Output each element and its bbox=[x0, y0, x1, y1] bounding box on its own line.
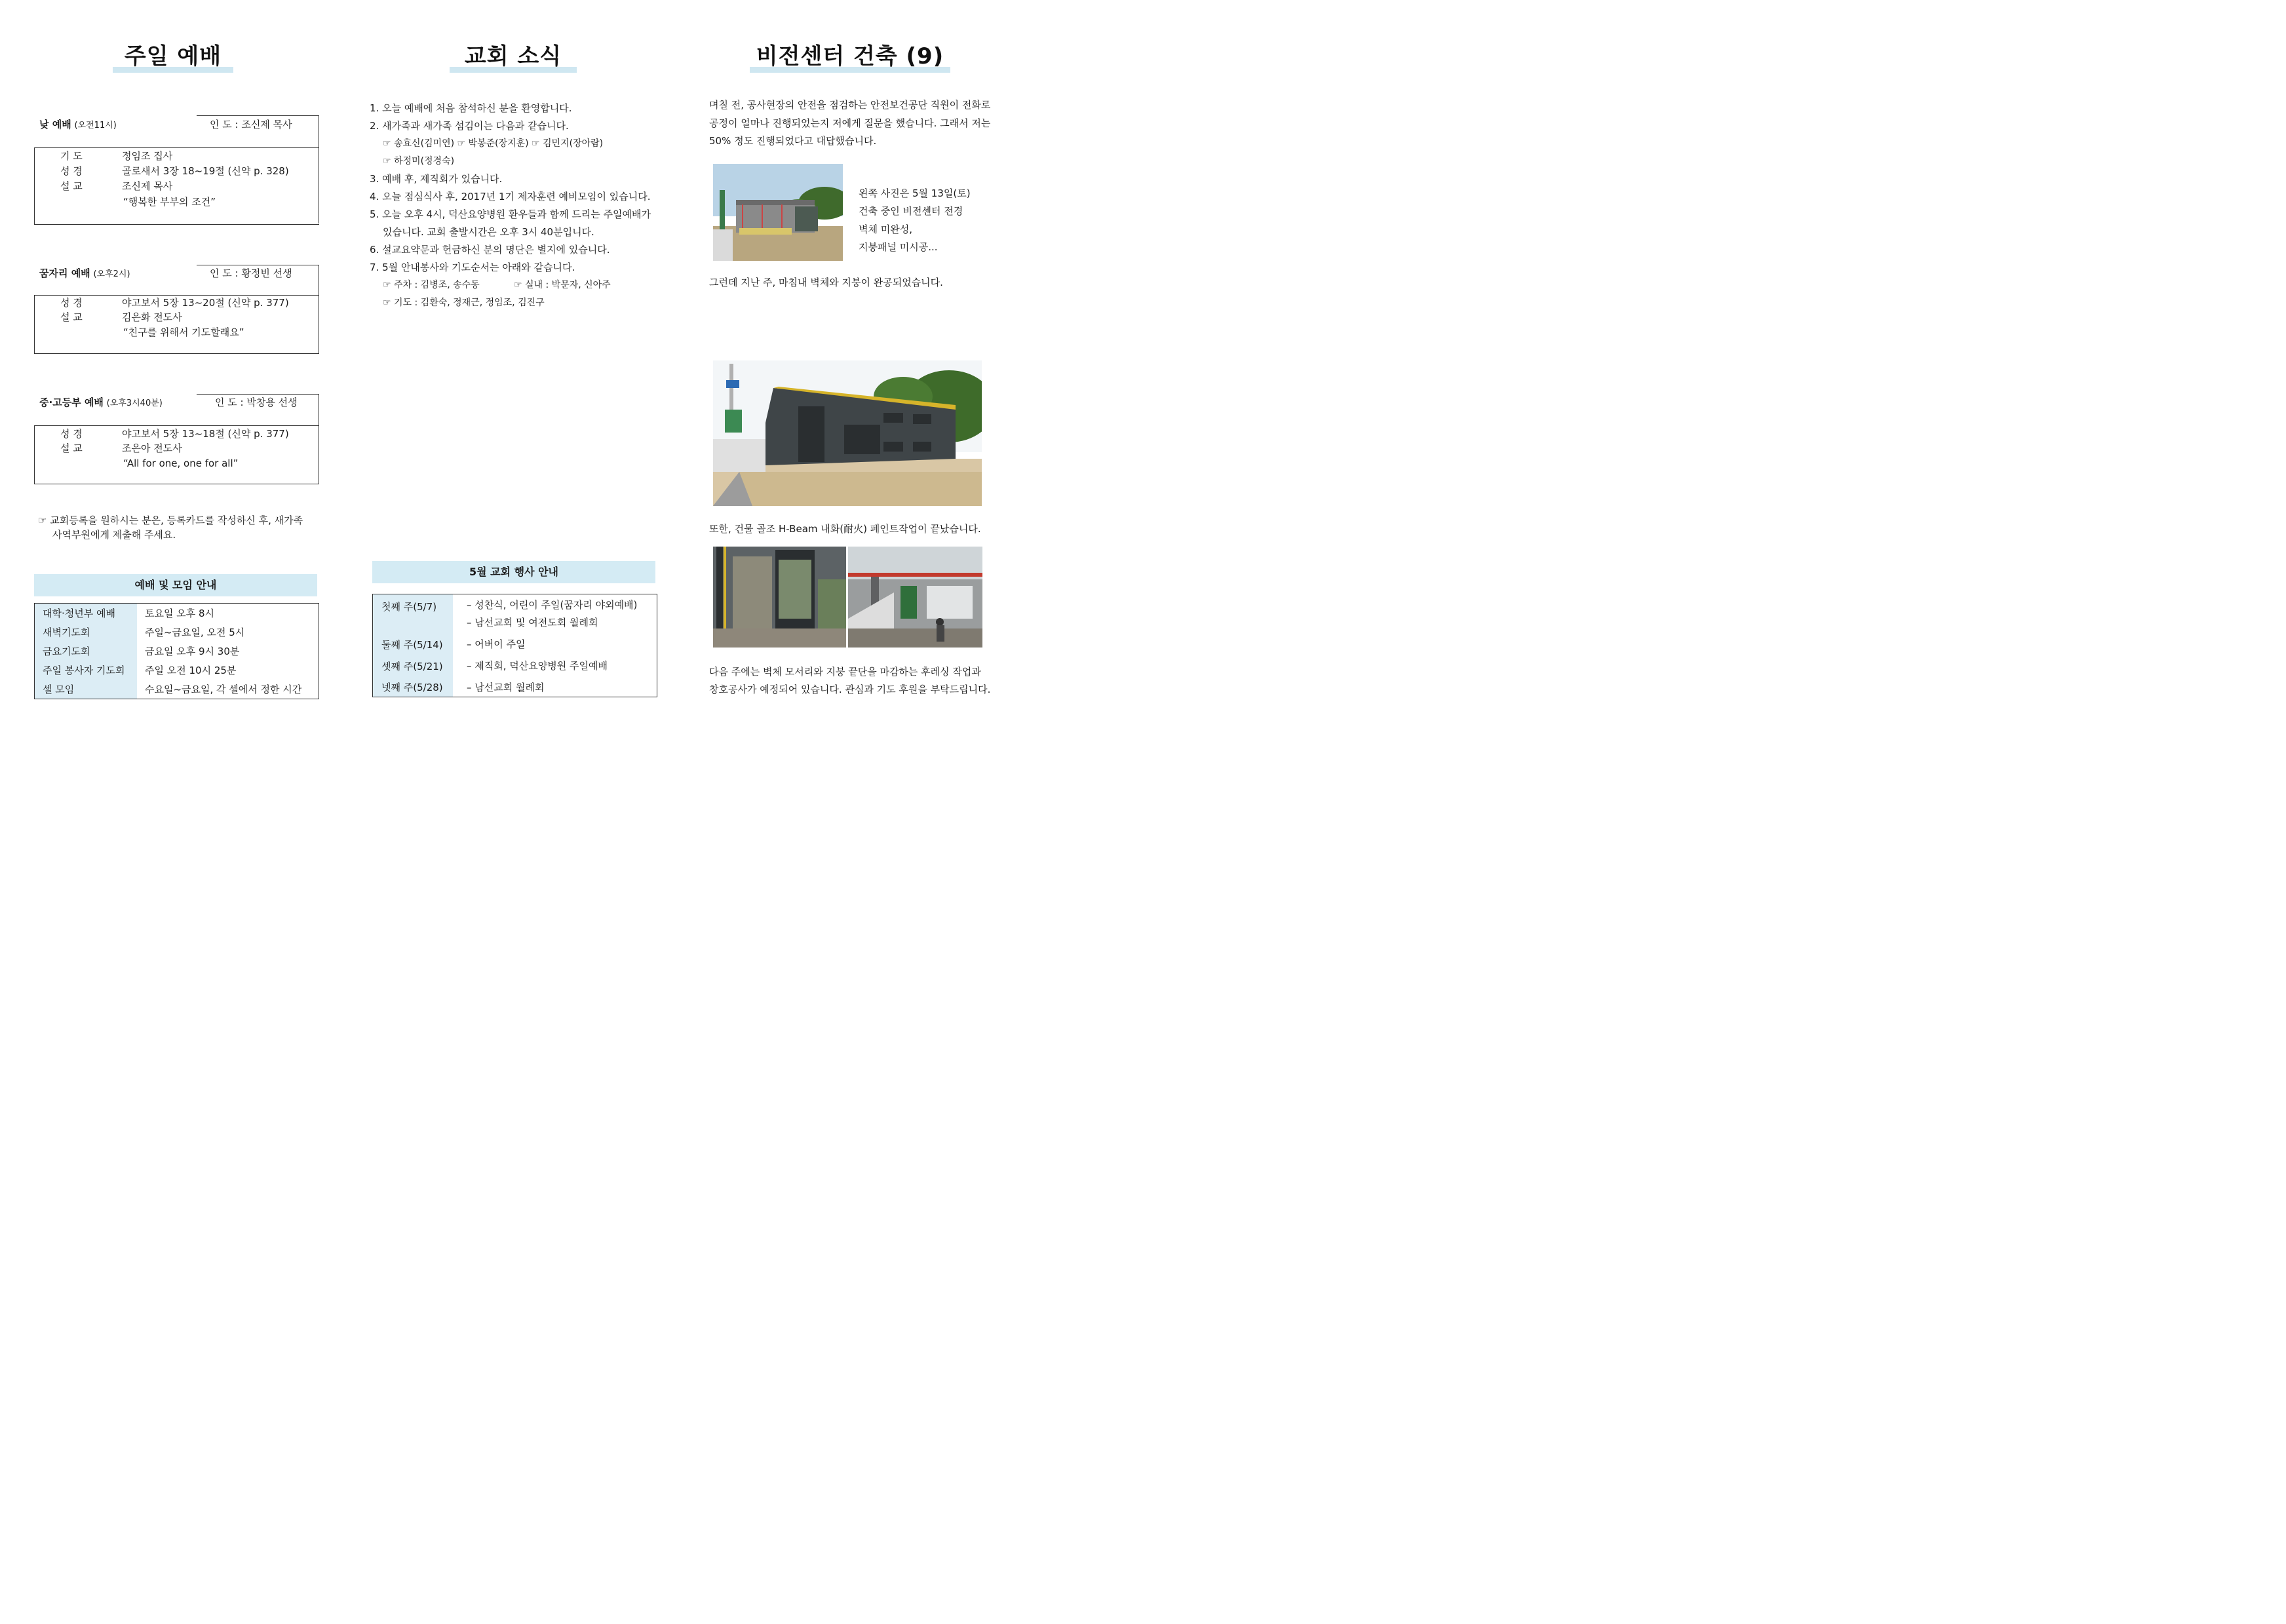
row-label: 기 도 bbox=[60, 150, 83, 162]
paragraph: 며칠 전, 공사현장의 안전을 점검하는 안전보건공단 직원이 전화로 bbox=[709, 99, 991, 111]
news-subitem: ☞ 기도 : 김환숙, 정재근, 정임조, 김진구 bbox=[383, 298, 545, 308]
construction-photo-may13 bbox=[713, 164, 843, 261]
news-subitem: ☞ 송효신(김미연) ☞ 박봉준(장지훈) ☞ 김민지(장아람) bbox=[383, 138, 604, 149]
paragraph: 그런데 지난 주, 마침내 벽체와 지붕이 완공되었습니다. bbox=[709, 277, 943, 288]
photo-caption: 벽체 미완성, bbox=[859, 223, 912, 235]
schedule-table bbox=[34, 603, 319, 699]
news-item: 7. 5월 안내봉사와 기도순서는 아래와 같습니다. bbox=[370, 261, 575, 273]
photo-caption: 건축 중인 비전센터 전경 bbox=[859, 205, 963, 217]
news-subitem: ☞ 주차 : 김병조, 송수동 bbox=[383, 280, 480, 290]
table-cell-label: 대학·청년부 예배 bbox=[35, 604, 138, 623]
table-cell-label: 주일 봉사자 기도회 bbox=[35, 661, 138, 680]
paragraph: 50% 정도 진행되었다고 대답했습니다. bbox=[709, 135, 877, 147]
news-subitem: ☞ 하정미(정경숙) bbox=[383, 156, 455, 166]
interior-stairs-photo bbox=[848, 547, 982, 648]
table-row bbox=[35, 680, 319, 699]
service-heading: 낮 예배 (오전11시) bbox=[39, 119, 117, 130]
paragraph: 창호공사가 예정되어 있습니다. 관심과 기도 후원을 부탁드립니다. bbox=[709, 684, 991, 695]
event-week: 둘째 주(5/14) bbox=[381, 639, 443, 651]
page-title-worship: 주일 예배 bbox=[124, 43, 222, 69]
news-item: 2. 새가족과 새가족 섬김이는 다음과 같습니다. bbox=[370, 120, 569, 132]
table-cell-value: 주일 오전 10시 25분 bbox=[145, 665, 237, 676]
paragraph: 다음 주에는 벽체 모서리와 지붕 끝단을 마감하는 후레싱 작업과 bbox=[709, 666, 981, 678]
photo-caption: 지붕패널 미시공... bbox=[859, 241, 938, 253]
schedule-title: 예배 및 모임 안내 bbox=[34, 574, 317, 596]
table-cell-label: 셀 모임 bbox=[35, 680, 138, 699]
row-value: 야고보서 5장 13~20절 (신약 p. 377) bbox=[122, 297, 289, 309]
photo-caption: 왼쪽 사진은 5월 13일(토) bbox=[859, 187, 971, 199]
news-subitem: ☞ 실내 : 박문자, 신아주 bbox=[514, 280, 611, 290]
table-row bbox=[35, 623, 319, 642]
event-desc: – 어버이 주일 bbox=[467, 638, 526, 650]
table-cell-value: 토요일 오후 8시 bbox=[145, 608, 215, 619]
event-desc: – 제직회, 덕산요양병원 주일예배 bbox=[467, 660, 608, 672]
row-value: 김은화 전도사 bbox=[122, 311, 182, 323]
events-title: 5월 교회 행사 안내 bbox=[372, 561, 655, 583]
news-item: 3. 예배 후, 제직회가 있습니다. bbox=[370, 173, 503, 185]
row-value: 조은아 전도사 bbox=[122, 442, 182, 454]
page-title-construction: 비전센터 건축 (9) bbox=[756, 43, 944, 69]
event-week: 넷째 주(5/28) bbox=[381, 682, 443, 693]
news-item: 5. 오늘 오후 4시, 덕산요양병원 환우들과 함께 드리는 주일예배가 bbox=[370, 208, 651, 220]
event-week: 셋째 주(5/21) bbox=[381, 661, 443, 672]
paragraph: 공정이 얼마나 진행되었는지 저에게 질문을 했습니다. 그래서 저는 bbox=[709, 117, 991, 129]
row-value: 정임조 집사 bbox=[122, 150, 173, 162]
event-desc: – 성찬식, 어린이 주일(꿈자리 야외예배) bbox=[467, 599, 638, 611]
row-value: 골로새서 3장 18~19절 (신약 p. 328) bbox=[122, 165, 289, 177]
registration-note: ☞ 교회등록을 원하시는 분은, 등록카드를 작성하신 후, 새가족 bbox=[38, 514, 303, 526]
row-label: 설 교 bbox=[60, 311, 83, 323]
event-desc: – 남선교회 및 여전도회 월례회 bbox=[467, 617, 598, 628]
sermon-title: “All for one, one for all” bbox=[123, 457, 239, 469]
row-label: 성 경 bbox=[60, 165, 83, 177]
table-cell-label: 새벽기도회 bbox=[35, 623, 138, 642]
service-heading: 꿈자리 예배 (오후2시) bbox=[39, 267, 130, 279]
service-heading: 중·고등부 예배 (오후3시40분) bbox=[39, 396, 163, 408]
table-cell-value: 주일~금요일, 오전 5시 bbox=[145, 627, 245, 638]
table-row bbox=[35, 642, 319, 661]
row-label: 설 교 bbox=[60, 442, 83, 454]
service-leader: 인 도 : 조신제 목사 bbox=[210, 119, 292, 130]
row-label: 설 교 bbox=[60, 180, 83, 192]
news-item: 1. 오늘 예배에 처음 참석하신 분을 환영합니다. bbox=[370, 102, 572, 114]
news-item: 4. 오늘 점심식사 후, 2017년 1기 제자훈련 예비모임이 있습니다. bbox=[370, 191, 651, 203]
building-exterior-photo bbox=[713, 360, 982, 506]
interior-frame-photo bbox=[713, 547, 846, 648]
row-value: 야고보서 5장 13~18절 (신약 p. 377) bbox=[122, 428, 289, 440]
registration-note: 사역부원에게 제출해 주세요. bbox=[52, 529, 176, 541]
service-leader: 인 도 : 박창용 선생 bbox=[215, 396, 298, 408]
table-cell-value: 수요일~금요일, 각 셀에서 정한 시간 bbox=[145, 684, 302, 695]
table-row bbox=[35, 604, 319, 623]
sermon-title: “행복한 부부의 조건” bbox=[123, 196, 216, 208]
row-label: 성 경 bbox=[60, 428, 83, 440]
news-item: 있습니다. 교회 출발시간은 오후 3시 40분입니다. bbox=[383, 226, 594, 238]
table-cell-label: 금요기도회 bbox=[35, 642, 138, 661]
news-item: 6. 설교요약문과 헌금하신 분의 명단은 별지에 있습니다. bbox=[370, 244, 610, 256]
row-value: 조신제 목사 bbox=[122, 180, 173, 192]
event-week: 첫째 주(5/7) bbox=[381, 601, 437, 613]
service-leader: 인 도 : 황정빈 선생 bbox=[210, 267, 292, 279]
paragraph: 또한, 건물 골조 H-Beam 내화(耐火) 페인트작업이 끝났습니다. bbox=[709, 523, 981, 535]
row-label: 성 경 bbox=[60, 297, 83, 309]
table-cell-value: 금요일 오후 9시 30분 bbox=[145, 646, 240, 657]
page-title-news: 교회 소식 bbox=[464, 43, 562, 69]
table-row bbox=[35, 661, 319, 680]
event-desc: – 남선교회 월례회 bbox=[467, 682, 545, 693]
sermon-title: “친구를 위해서 기도할래요” bbox=[123, 326, 244, 338]
